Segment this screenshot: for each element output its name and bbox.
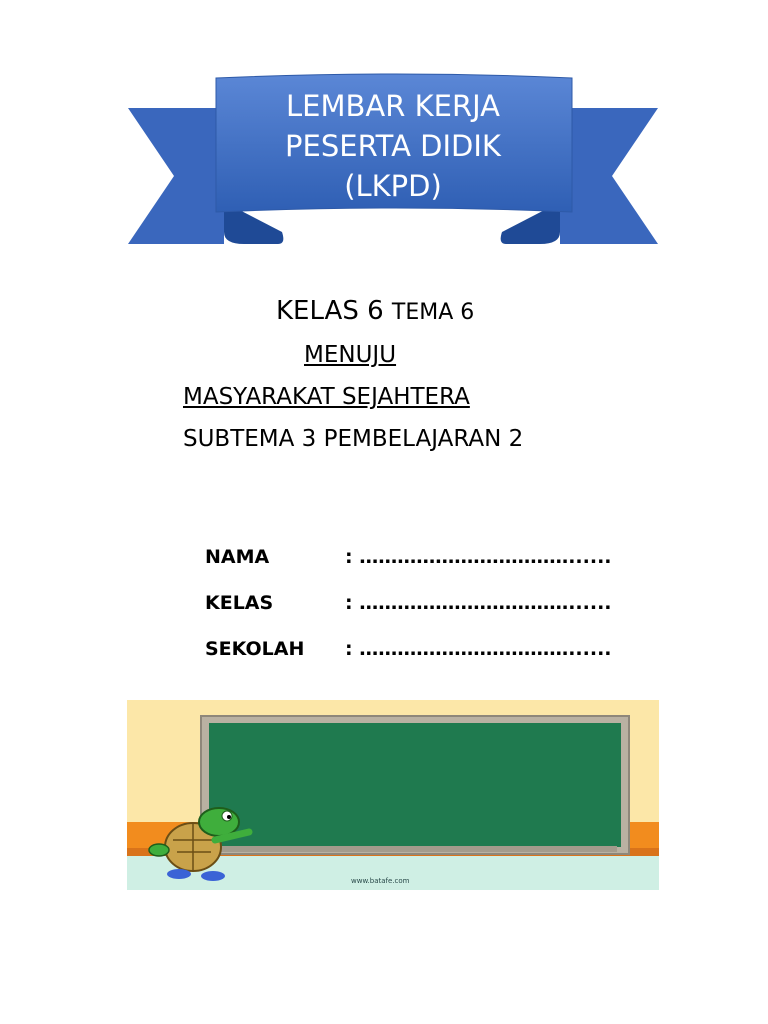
theme-title-line-2: MASYARAKAT SEJAHTERA [183,384,470,410]
title-banner [126,72,660,248]
banner-line-3: (LKPD) [344,169,442,203]
class-field-label: KELAS [205,592,274,614]
class-theme-heading [276,296,474,326]
theme-title-line-1: MENUJU [304,342,397,368]
chalkboard-scene [127,700,659,890]
illustration-caption: www.batafe.com [351,877,410,885]
school-label: SEKOLAH [205,638,305,660]
banner-line-2: PESERTA DIDIK [285,129,501,163]
name-field[interactable]: : ……………………………...... [345,546,612,568]
class-label: KELAS 6 [276,296,384,326]
theme-label: TEMA 6 [391,300,475,325]
classroom-illustration [127,700,659,890]
class-field[interactable]: : ……………………………...... [345,592,612,614]
school-field[interactable]: : ……………………………...... [345,638,612,660]
name-label: NAMA [205,546,270,568]
banner-line-1: LEMBAR KERJA [286,89,500,123]
subtheme-heading: SUBTEMA 3 PEMBELAJARAN 2 [183,426,524,452]
